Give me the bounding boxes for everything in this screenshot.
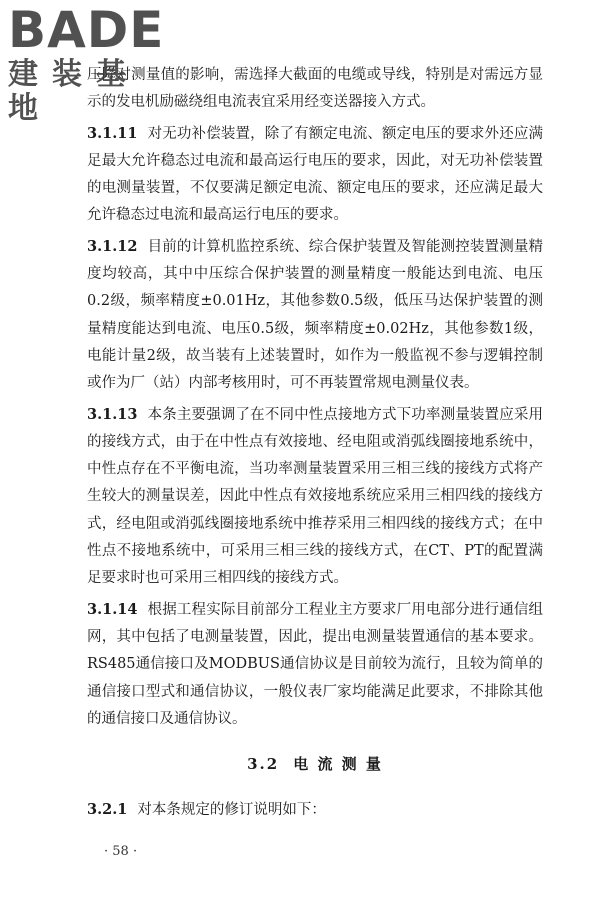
paragraph-text: 对本条规定的修订说明如下： bbox=[137, 802, 326, 819]
section-title-text: 电 流 测 量 bbox=[293, 755, 383, 774]
watermark-brand: BADE bbox=[8, 1, 165, 59]
paragraph-text: 压降对测量值的影响，需选择大截面的电缆或导线，特别是对需远方显示的发电机励磁绕组电流表宜采用经变送器接入方式。 bbox=[87, 67, 543, 111]
paragraph-text: 本条主要强调了在不同中性点接地方式下功率测量装置应采用的接线方式，由于在中性点有效接地、经电阻或消弧线圈接地系统中，中性点存在不平衡电流，当功率测量装置采用三相三线的接线方式将产生较大的测量误差，因此中性点有效接地系统应采用三相四线的接线方式，经电阻或消弧线圈接地系统中推荐采用三相四线的接线方式；在中性点不接地系统中，可采用三相三线的接线方式，在CT、PT的配置满足要求时也可采用三相四线的接线方式。 bbox=[87, 406, 543, 587]
paragraph-3-2-1 bbox=[87, 796, 543, 824]
paragraph-3-1-14 bbox=[87, 596, 543, 733]
paragraph-3-1-11 bbox=[87, 120, 543, 230]
clause-number: 3.1.12 bbox=[87, 237, 138, 255]
clause-number: 3.1.13 bbox=[87, 405, 138, 423]
paragraph-text: 对无功补偿装置，除了有额定电流、额定电压的要求外还应满足最大允许稳态过电流和最高运行电压的要求，因此，对无功补偿装置的电测量装置，不仅要满足额定电流、额定电压的要求，还应满足最大允许稳态过电流和最高运行电压的要求。 bbox=[87, 125, 543, 224]
clause-number: 3.1.11 bbox=[87, 124, 138, 142]
paragraph-text: 根据工程实际目前部分工程业主方要求厂用电部分进行通信组网，其中包括了电测量装置，因此，提出电测量装置通信的基本要求。RS485通信接口及MODBUS通信协议是目前较为流行，且较为简单的通信接口型式和通信协议，一般仪表厂家均能满足此要求，不排除其他的通信接口及通信协议。 bbox=[87, 601, 543, 727]
clause-number: 3.2.1 bbox=[87, 801, 128, 819]
paragraph-3-1-13 bbox=[87, 401, 543, 593]
section-number: 3.2 bbox=[247, 755, 280, 774]
paragraph-continued bbox=[87, 62, 543, 117]
paragraph-text: 目前的计算机监控系统、综合保护装置及智能测控装置测量精度均较高，其中中压综合保护装置的测量精度一般能达到电流、电压0.2级，频率精度±0.01Hz，其他参数0.5级，低压马达保护装置的测量精度能达到电流、电压0.5级，频率精度±0.02Hz，其他参数1级，电能计量2级，故当装有上述装置时，如作为一般监视不参与逻辑控制或作为厂（站）内部考核用时，可不再装置常规电测量仪表。 bbox=[87, 238, 543, 392]
paragraph-3-1-12 bbox=[87, 233, 543, 398]
document-body bbox=[87, 62, 543, 828]
watermark-subtitle: 建装基地 bbox=[8, 57, 140, 126]
clause-number: 3.1.14 bbox=[87, 600, 138, 618]
page-number: · 58 · bbox=[104, 844, 138, 859]
section-heading bbox=[87, 751, 543, 778]
